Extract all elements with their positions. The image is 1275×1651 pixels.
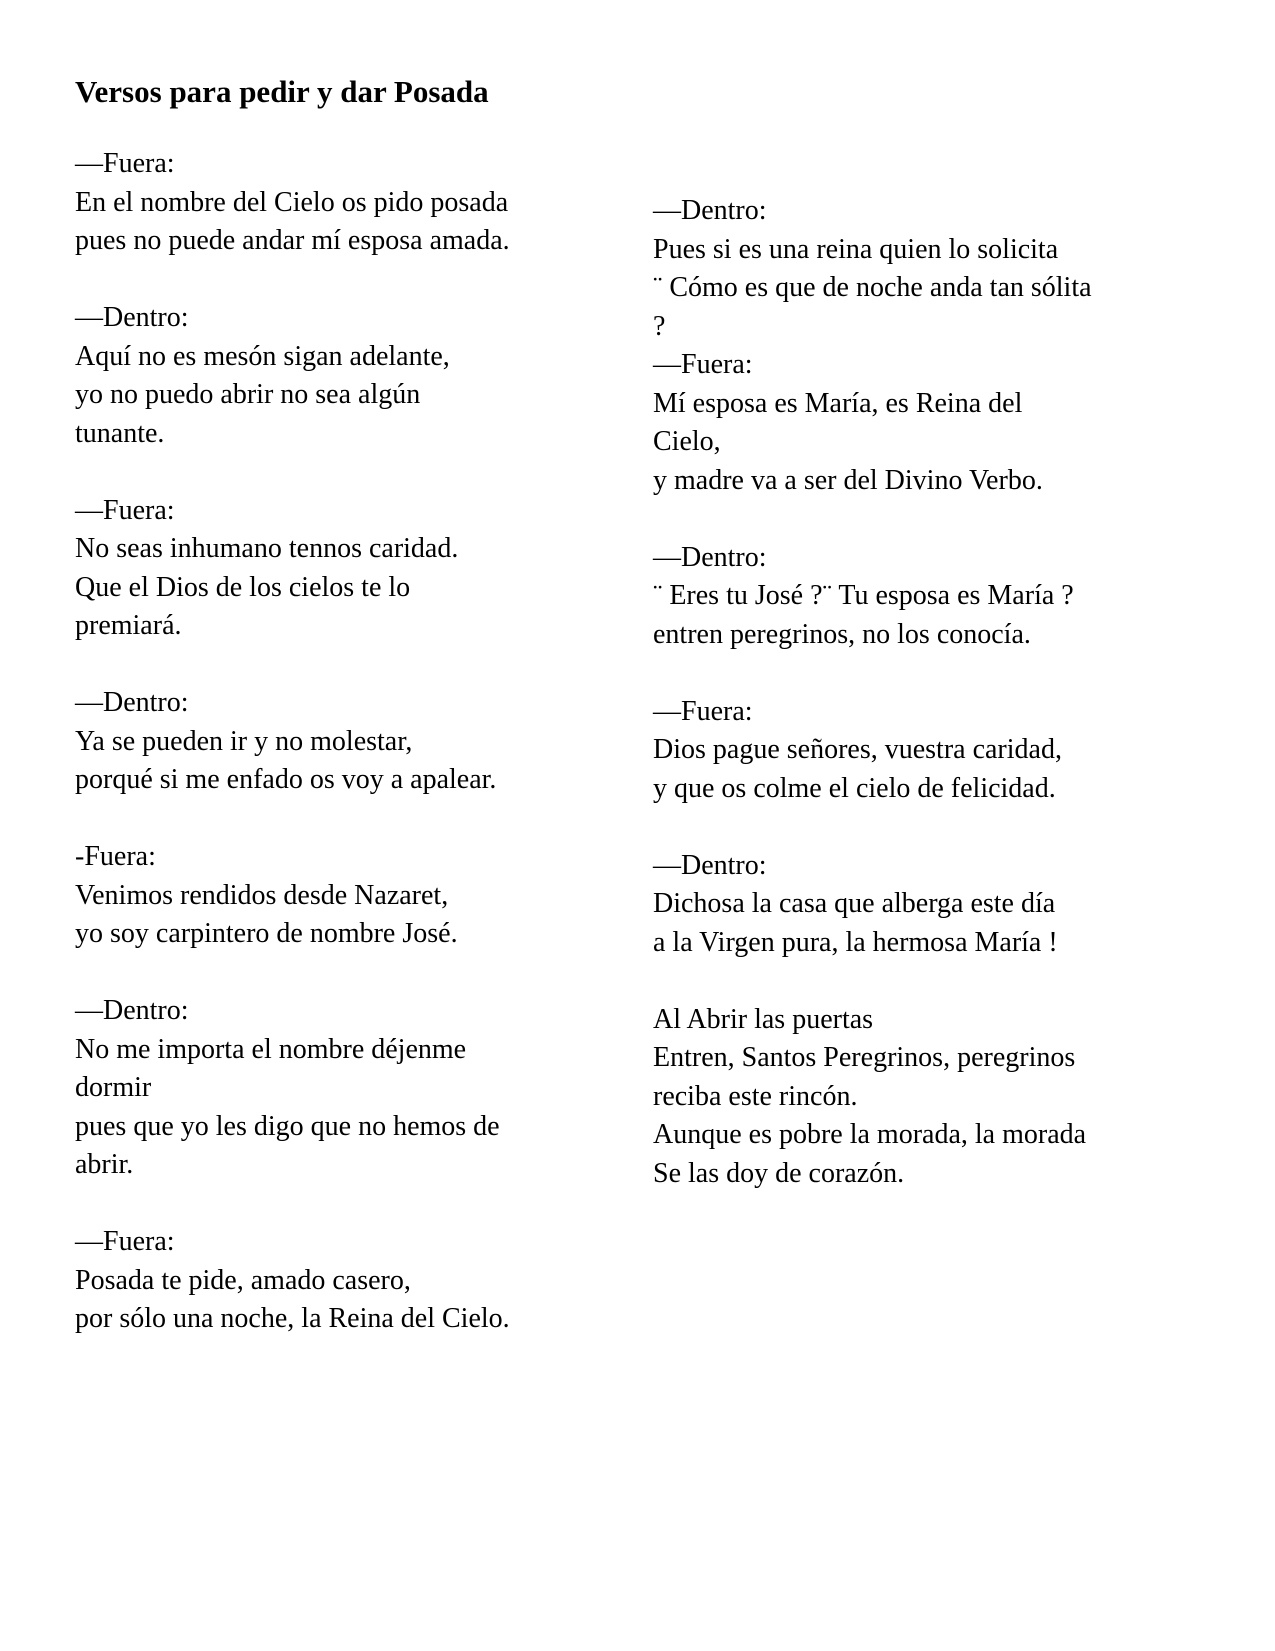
stanza	[75, 145, 623, 261]
verse-line: -Fuera:	[75, 841, 156, 872]
verse-line: y madre va a ser del Divino Verbo.	[653, 464, 1043, 496]
stanza	[75, 838, 623, 954]
verse-line: Aunque es pobre la morada, la morada	[653, 1119, 1087, 1150]
stanza	[653, 539, 1213, 655]
stanza	[75, 1223, 623, 1339]
verse-line: Al Abrir las puertas	[653, 1003, 874, 1035]
verse-line: a la Virgen pura, la hermosa María !	[653, 926, 1058, 958]
verse-line: pues que yo les digo que no hemos de	[75, 1110, 500, 1142]
verse-line: Entren, Santos Peregrinos, peregrinos	[653, 1042, 1076, 1073]
verse-line: No me importa el nombre déjenme	[75, 1033, 467, 1065]
verse-line: Pues si es una reina quien lo solicita	[653, 233, 1059, 265]
verse-line: Posada te pide, amado casero,	[75, 1264, 411, 1296]
verse-line: —Fuera:	[75, 494, 175, 526]
verse-line: Mí esposa es María, es Reina del	[653, 387, 1023, 419]
stanza	[653, 1001, 1213, 1194]
verse-line: —Dentro:	[75, 995, 189, 1026]
verse-line: —Dentro:	[75, 302, 189, 333]
verse-line: entren peregrinos, no los conocía.	[653, 618, 1031, 650]
verse-line: Se las doy de corazón.	[653, 1157, 905, 1189]
verse-line: por sólo una noche, la Reina del Cielo.	[75, 1303, 510, 1334]
verse-line: En el nombre del Cielo os pido posada	[75, 186, 509, 218]
stanza	[653, 192, 1213, 500]
verse-line: —Dentro:	[653, 541, 767, 573]
verse-line: —Fuera:	[75, 1226, 175, 1257]
verse-line: —Dentro:	[75, 687, 189, 718]
stanza	[653, 847, 1213, 963]
verse-line: ¨ Eres tu José ?¨ Tu esposa es María ?	[653, 580, 1074, 611]
verse-line: dormir	[75, 1072, 152, 1103]
stanza	[653, 693, 1213, 809]
verse-line: y que os colme el cielo de felicidad.	[653, 772, 1056, 804]
stanza	[75, 299, 623, 453]
verse-line: yo no puedo abrir no sea algún	[75, 379, 421, 410]
stanza	[75, 684, 623, 800]
verse-line: tunante.	[75, 417, 165, 449]
right-column	[653, 192, 1213, 1232]
verse-line: Cielo,	[653, 426, 721, 457]
page-title: Versos para pedir y dar Posada	[75, 74, 489, 109]
verse-line: —Dentro:	[653, 195, 767, 226]
verse-line: Ya se pueden ir y no molestar,	[75, 725, 413, 757]
verse-line: —Fuera:	[653, 695, 753, 727]
verse-line: porqué si me enfado os voy a apalear.	[75, 764, 497, 795]
verse-line: ?	[653, 310, 666, 342]
verse-line: Venimos rendidos desde Nazaret,	[75, 879, 449, 911]
verse-line: abrir.	[75, 1149, 134, 1180]
verse-line: yo soy carpintero de nombre José.	[75, 918, 458, 949]
stanza	[75, 992, 623, 1185]
verse-line: —Fuera:	[75, 148, 175, 179]
verse-line: Dios pague señores, vuestra caridad,	[653, 734, 1062, 765]
stanza	[75, 492, 623, 646]
verse-line: Que el Dios de los cielos te lo	[75, 571, 411, 603]
verse-line: —Dentro:	[653, 849, 767, 881]
verse-line: reciba este rincón.	[653, 1080, 858, 1112]
verse-line: —Fuera:	[653, 349, 753, 380]
verse-line: No seas inhumano tennos caridad.	[75, 533, 459, 564]
verse-line: pues no puede andar mí esposa amada.	[75, 225, 510, 256]
verse-line: ¨ Cómo es que de noche anda tan sólita	[653, 272, 1092, 303]
left-column	[75, 145, 623, 1377]
verse-line: premiará.	[75, 610, 182, 641]
verse-line: Aquí no es mesón sigan adelante,	[75, 340, 450, 372]
verse-line: Dichosa la casa que alberga este día	[653, 888, 1056, 919]
